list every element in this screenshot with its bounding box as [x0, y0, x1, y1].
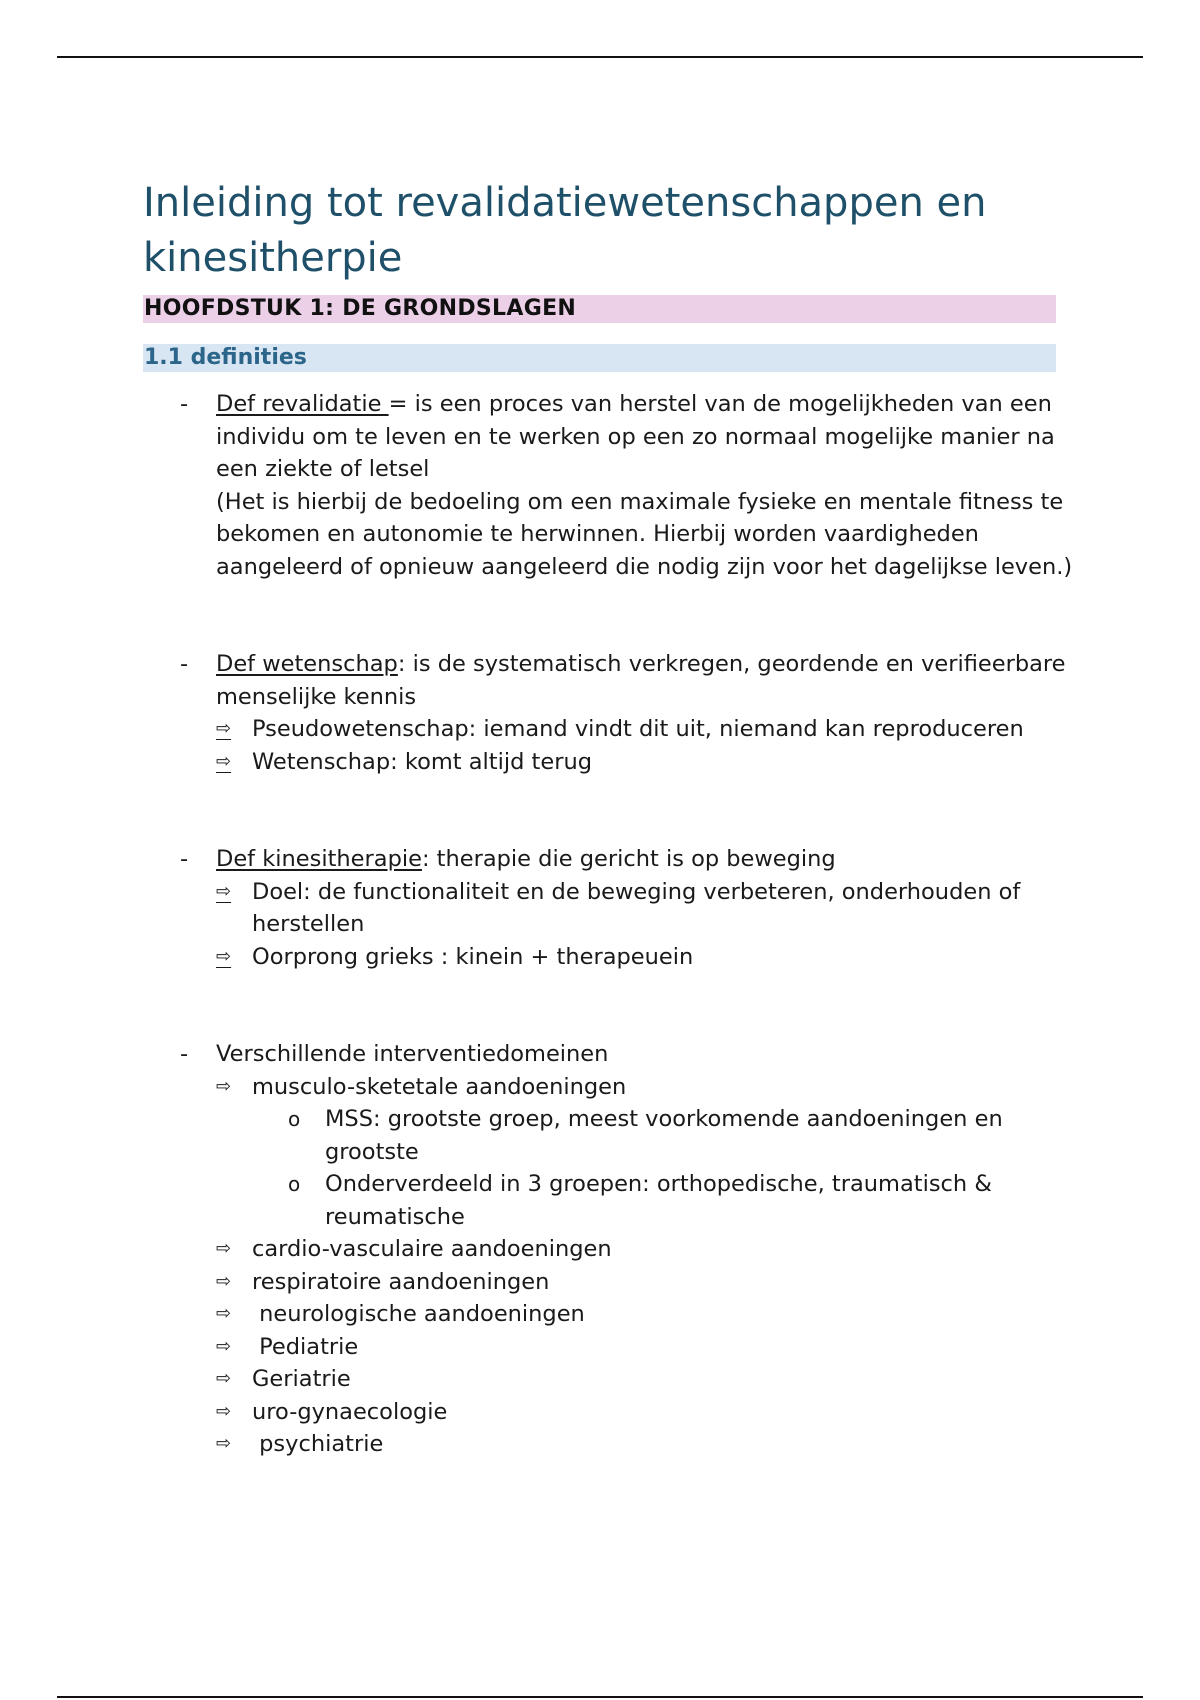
- arrow-icon: ⇨: [216, 945, 232, 967]
- definition-text: Def wetenschap: is de systematisch verkregen, geordende en verifieerbare menselijke kennis: [216, 651, 1066, 710]
- circle-bullet-icon: o: [288, 1172, 301, 1196]
- domain-item: ⇨ respiratoire aandoeningen: [216, 1266, 1073, 1299]
- domain-item: ⇨ musculo-sketetale aandoeningen: [216, 1071, 1073, 1104]
- term-kinesitherapie: Def kinesitherapie: [216, 846, 422, 872]
- list-item-interventiedomeinen: [143, 1038, 1073, 1461]
- arrow-icon: ⇨: [216, 750, 232, 772]
- arrow-icon: ⇨: [216, 1270, 232, 1292]
- circle-bullet-icon: o: [288, 1107, 301, 1131]
- item-heading: Verschillende interventiedomeinen: [216, 1041, 609, 1067]
- arrow-item: ⇨ Wetenschap: komt altijd terug: [216, 746, 1073, 779]
- arrow-icon: ⇨: [216, 880, 232, 902]
- section-heading: 1.1 definities: [143, 344, 1056, 372]
- domain-item: ⇨ Pediatrie: [216, 1331, 1073, 1364]
- footer-rule: [57, 1696, 1143, 1698]
- arrow-icon: ⇨: [216, 1433, 232, 1454]
- document-body: [143, 388, 1073, 1461]
- definition-note: (Het is hierbij de bedoeling om een maximale fysieke en mentale fitness te bekomen en autonomie te herwinnen. Hierbij worden vaardigheden aangeleerd of opnieuw aangeleerd die nodig zijn voor het dagelijkse leven.): [216, 488, 1073, 580]
- document-title: Inleiding tot revalidatiewetenschappen en kinesitherpie: [143, 180, 987, 281]
- arrow-icon: ⇨: [216, 1075, 232, 1097]
- sub-bullet-item: o Onderverdeeld in 3 groepen: orthopedische, traumatisch & reumatische: [216, 1168, 1073, 1233]
- domain-item: ⇨ Geriatrie: [216, 1363, 1073, 1396]
- arrow-item: ⇨ Doel: de functionaliteit en de beweging verbeteren, onderhouden of herstellen: [216, 876, 1073, 941]
- arrow-icon: ⇨: [216, 1368, 232, 1389]
- definition-text: Def kinesitherapie: therapie die gericht is op beweging: [216, 846, 836, 872]
- term-wetenschap: Def wetenschap: [216, 651, 398, 677]
- arrow-item: ⇨ Pseudowetenschap: iemand vindt dit uit, niemand kan reproduceren: [216, 713, 1073, 746]
- arrow-icon: ⇨: [216, 1400, 232, 1422]
- list-dash: -: [180, 846, 189, 872]
- header-rule: [57, 56, 1143, 58]
- arrow-icon: ⇨: [216, 1238, 232, 1259]
- list-item-revalidatie: [143, 388, 1073, 583]
- domain-item: ⇨ psychiatrie: [216, 1428, 1073, 1461]
- domain-item: ⇨ uro-gynaecologie: [216, 1396, 1073, 1429]
- domain-item: ⇨ neurologische aandoeningen: [216, 1298, 1073, 1331]
- chapter-heading: HOOFDSTUK 1: DE GRONDSLAGEN: [143, 295, 1056, 323]
- list-item-wetenschap: [143, 648, 1073, 778]
- definition-text: Def revalidatie = is een proces van herstel van de mogelijkheden van een individu om te leven en te werken op een zo normaal mogelijke manier na een ziekte of letsel: [216, 391, 1055, 482]
- arrow-item: ⇨ Oorprong grieks : kinein + therapeuein: [216, 941, 1073, 974]
- list-dash: -: [180, 651, 189, 677]
- arrow-icon: ⇨: [216, 718, 232, 739]
- sub-bullet-item: o MSS: grootste groep, meest voorkomende aandoeningen en grootste: [216, 1103, 1073, 1168]
- term-revalidatie: Def revalidatie: [216, 391, 389, 417]
- list-item-kinesitherapie: [143, 843, 1073, 973]
- arrow-icon: ⇨: [216, 1303, 232, 1324]
- list-dash: -: [180, 1041, 189, 1067]
- domain-item: ⇨ cardio-vasculaire aandoeningen: [216, 1233, 1073, 1266]
- arrow-icon: ⇨: [216, 1335, 232, 1357]
- list-dash: -: [180, 391, 189, 417]
